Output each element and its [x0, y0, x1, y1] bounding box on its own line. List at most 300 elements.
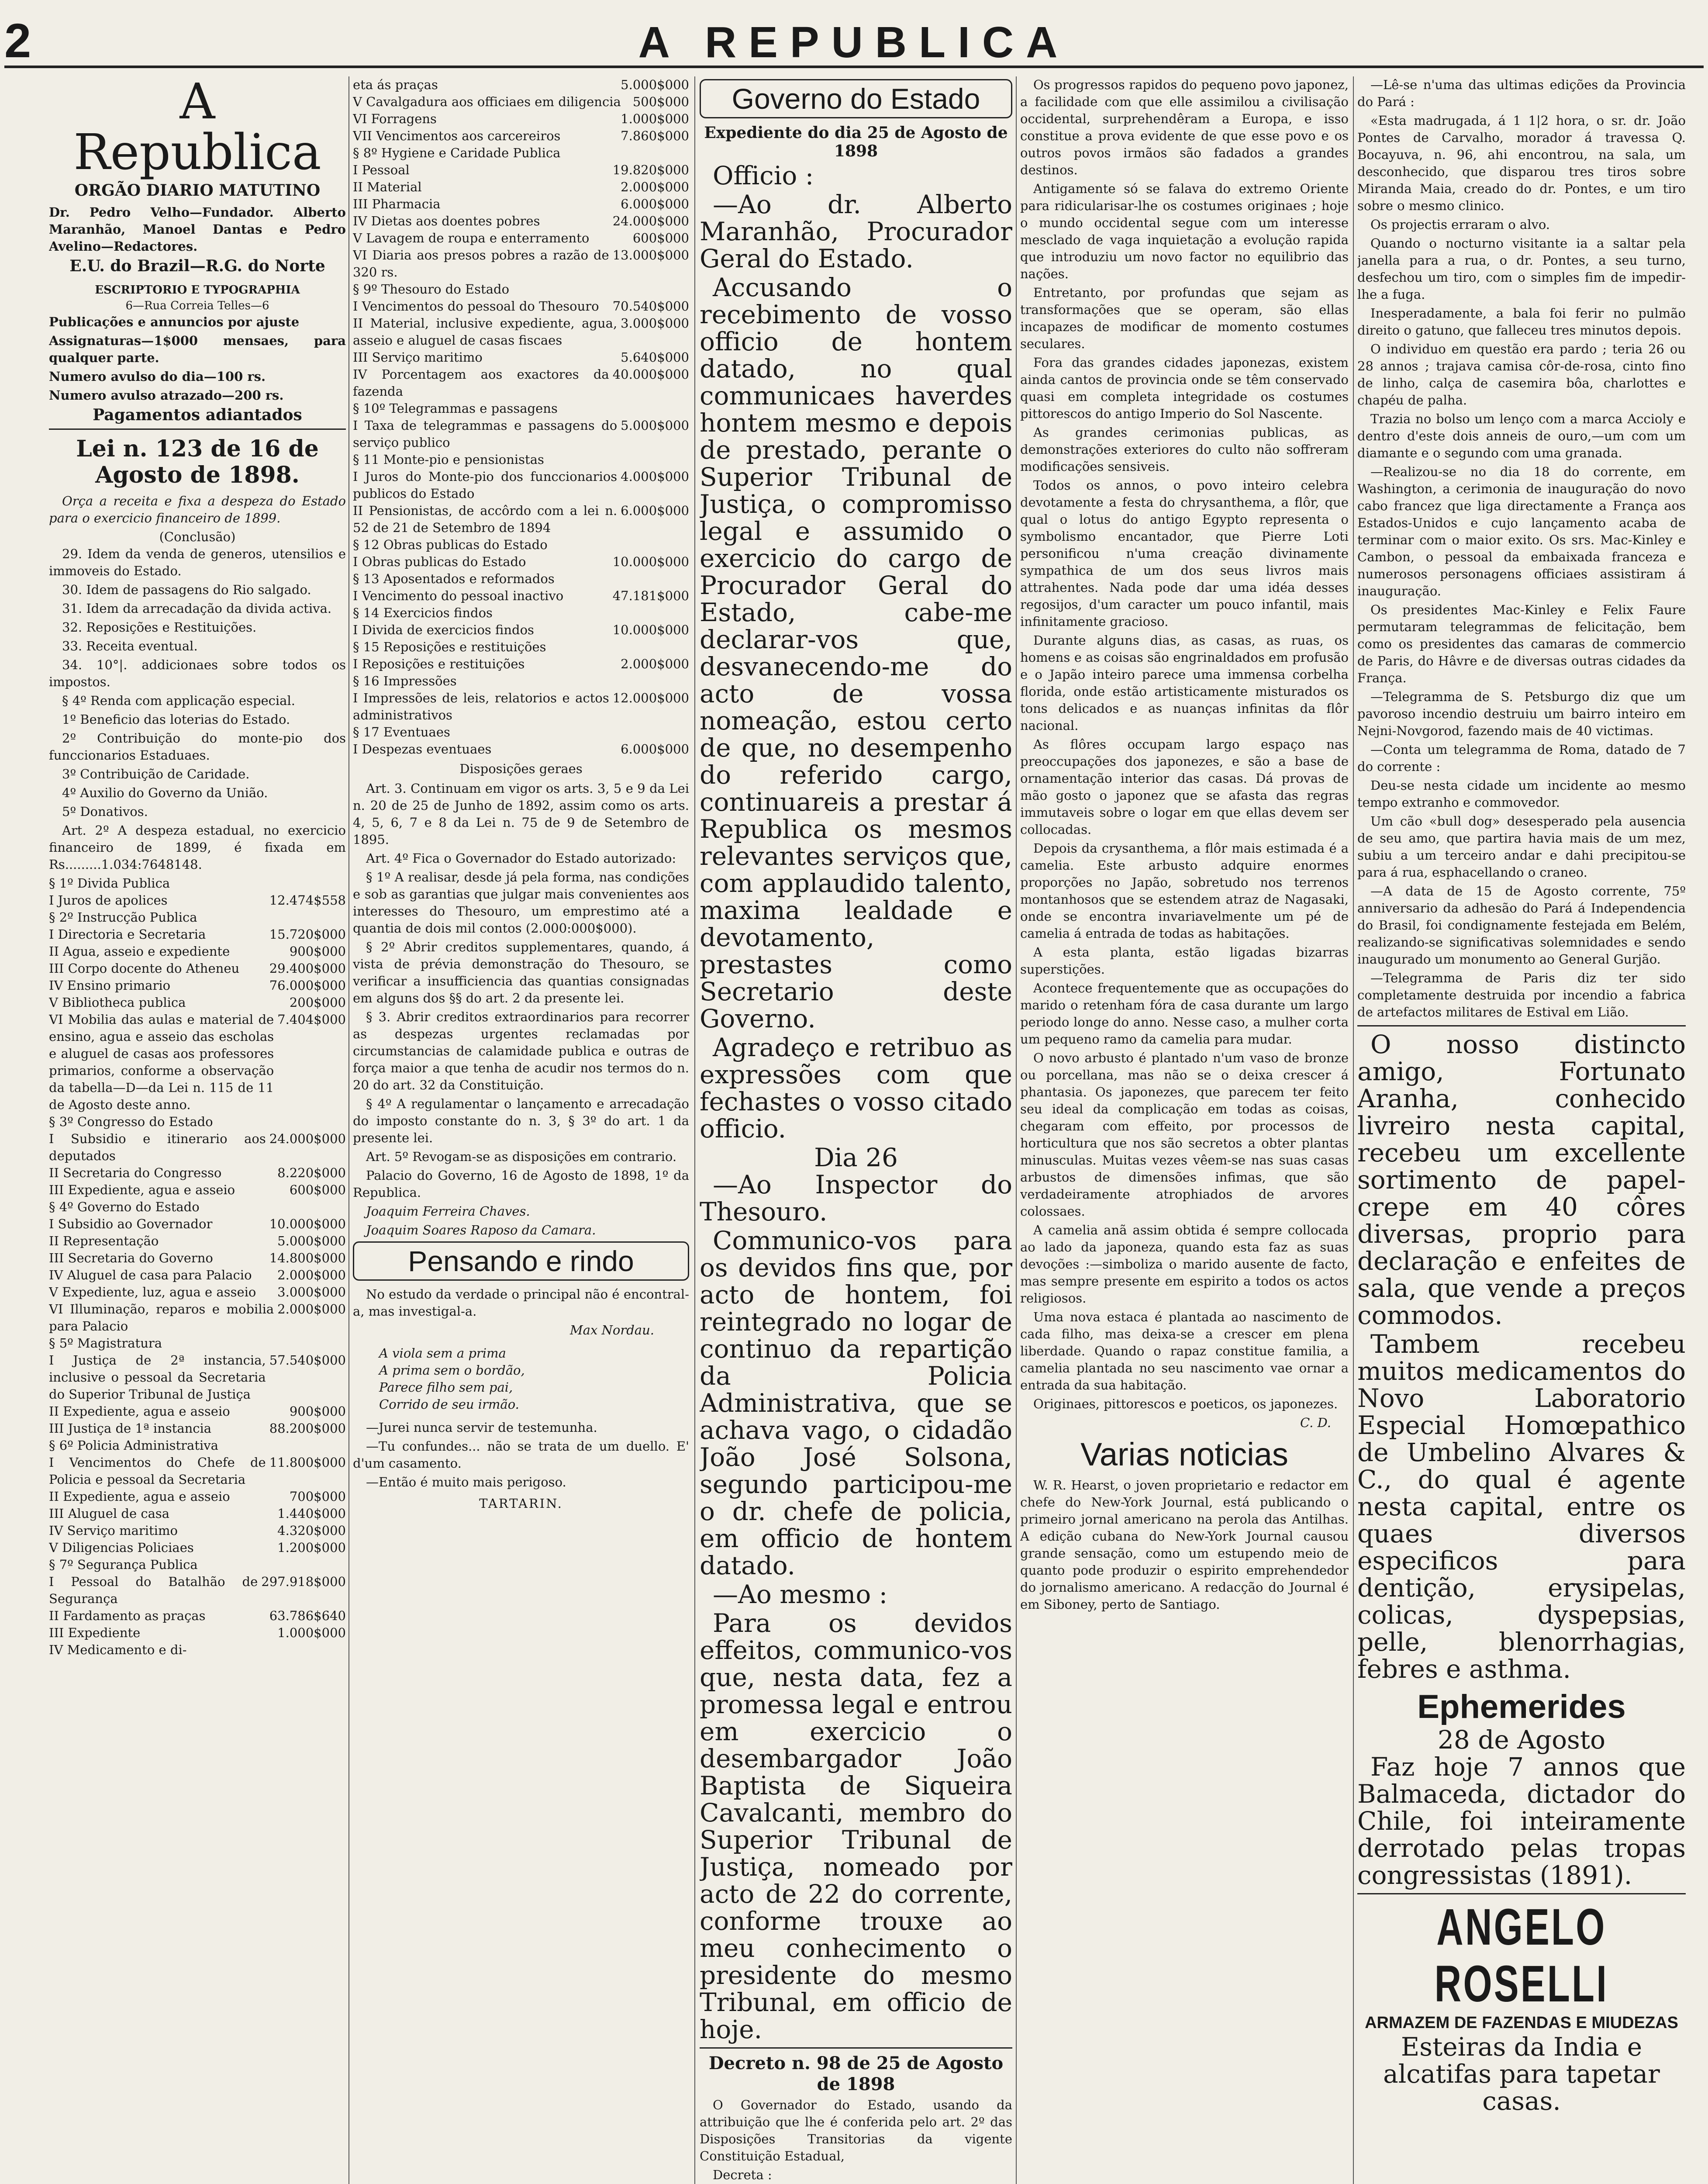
officio-text — [700, 191, 1012, 1142]
budget-row — [353, 468, 689, 502]
signature-place: Palacio do Governo, 16 de Agosto de 1898, 1º da Republica. — [353, 1168, 689, 1200]
paragraph: § 4º Renda com applicação especial. — [62, 693, 295, 708]
budget-label: III Secretaria do Governo — [49, 1251, 213, 1265]
budget-label: I Subsidio ao Governador — [49, 1216, 213, 1231]
budget-value: 297.918$000 — [261, 1574, 346, 1589]
joke — [353, 1419, 689, 1491]
budget-row — [353, 196, 689, 213]
paragraph: Os projectis erraram o alvo. — [1370, 217, 1550, 232]
budget-label: II Representação — [49, 1234, 159, 1248]
paragraph: —Telegramma de S. Petsburgo diz que um pavoroso incendio destruiu um bairro inteiro em Nejni-Novgorod, fazendo mais de 40 victimas. — [1357, 689, 1686, 738]
budget-list — [49, 875, 346, 1659]
budget-value: 2.000$000 — [621, 180, 689, 194]
paragraph: Art. 2º A despeza estadual, no exercicio financeiro de 1899, é fixada em Rs.........1.034:7648148. — [49, 823, 346, 872]
budget-row — [49, 1420, 346, 1437]
verse-line: Corrido de seu irmão. — [379, 1397, 519, 1412]
budget-value: 1.000$000 — [277, 1625, 346, 1640]
varias-text — [1020, 1477, 1349, 1613]
budget-row — [49, 1505, 346, 1522]
budget-value: 4.320$000 — [277, 1523, 346, 1538]
budget-label: I Vencimentos do Chefe de Policia e pessoal da Secretaria — [49, 1455, 266, 1487]
budget-row — [353, 417, 689, 451]
budget-row — [49, 1607, 346, 1624]
paragraph: § 3. Abrir creditos extraordinarios para recorrer as despezas urgentes reclamadas por circumstancias de calamidade publica e outras de força maior a que tenha de acudir nos termos do n. 20 do art. 32 da Constituição. — [353, 1009, 689, 1092]
decreto-text — [700, 2097, 1012, 2184]
budget-value: 8.220$000 — [277, 1165, 346, 1180]
pensando-quote: No estudo da verdade o principal não é encontral-a, mas investigal-a. — [353, 1287, 689, 1319]
paragraph: —Jurei nunca servir de testemunha. — [366, 1420, 597, 1435]
verse-line: Parece filho sem pai, — [379, 1380, 513, 1395]
divider — [49, 429, 346, 430]
paragraph: O Governador do Estado, usando da attribuição que lhe é conferida pelo art. 2º das Disposições Transitorias da vigente Constituição Estadual, — [700, 2098, 1012, 2163]
paragraph: 29. Idem da venda de generos, utensilios e immoveis do Estado. — [49, 546, 346, 578]
paragraph: Art. 4º Fica o Governador do Estado autorizado: — [366, 851, 676, 866]
paragraph: W. R. Hearst, o joven proprietario e redactor em chefe do New-York Journal, está publicando o primeiro jornal americano na perola das Antilhas. A edição cubana do New-York Journal causou grande sensação, como um estupendo meio de quanto pode produzir o espirito emprehendedor do jornalismo americano. A redacção do Journal é em Siboney, perto de Santiago. — [1020, 1478, 1349, 1612]
budget-row — [353, 451, 689, 468]
budget-label: § 15 Reposições e restituições — [353, 639, 546, 654]
budget-row — [49, 1233, 346, 1250]
budget-value: 5.000$000 — [621, 77, 689, 92]
budget-row — [353, 213, 689, 230]
budget-value: 1.000$000 — [621, 111, 689, 126]
paragraph: A camelia anã assim obtida é sempre collocada ao lado da japoneza, quando esta faz as suas devoções :—simboliza o marido ausente de facto, mas sempre presente em espirito a todos os actos religiosos. — [1020, 1223, 1349, 1306]
budget-label: IV Porcentagem aos exactores da fazenda — [353, 367, 609, 399]
budget-value: 600$000 — [632, 231, 689, 245]
paragraph: 3º Contribuição de Caridade. — [62, 767, 250, 781]
budget-value: 5.000$000 — [621, 418, 689, 433]
paragraph: Durante alguns dias, as casas, as ruas, os homens e as coisas são engrinaldados em profusão e o Japão inteiro parece uma immensa corbelha florida, onde estão artisticamente misturados os tons delicados e as nuanças infinitas da flôr nacional. — [1020, 633, 1349, 733]
budget-label: § 4º Governo do Estado — [49, 1199, 200, 1214]
budget-row — [49, 1284, 346, 1301]
budget-label: III Serviço maritimo — [353, 350, 483, 365]
officio-text-2 — [700, 1171, 1012, 2043]
budget-row — [353, 162, 689, 179]
budget-value: 2.000$000 — [277, 1302, 346, 1317]
budget-label: § 6º Policia Administrativa — [49, 1438, 218, 1453]
budget-value: 600$000 — [289, 1182, 346, 1197]
budget-row — [49, 875, 346, 892]
paragraph: A esta planta, estão ligadas bizarras superstições. — [1020, 945, 1349, 977]
budget-row — [353, 639, 689, 656]
page-number: 2 — [4, 14, 31, 68]
budget-row — [49, 1522, 346, 1539]
budget-label: eta ás praças — [353, 77, 438, 92]
budget-row — [353, 349, 689, 366]
payments: Pagamentos adiantados — [93, 406, 302, 424]
law-description: Orça a receita e fixa a despeza do Estado para o exercicio financeiro de 1899. — [49, 494, 346, 525]
ad-line-2: Esteiras da India e alcatifas para tapetar casas. — [1383, 2032, 1660, 2116]
budget-value: 29.400$000 — [269, 961, 346, 976]
budget-label: II Fardamento as praças — [49, 1608, 206, 1623]
budget-row — [353, 179, 689, 196]
ephemerides-date: 28 de Agosto — [1437, 1725, 1606, 1755]
budget-label: II Material, inclusive expediente, agua, asseio e aluguel de casas fiscaes — [353, 316, 618, 348]
costumes-continued — [1020, 76, 1349, 1413]
paragraph: —Tu confundes... não se trata de um duello. E' d'um casamento. — [353, 1439, 689, 1471]
column-4 — [1020, 76, 1349, 2184]
budget-value: 3.000$000 — [277, 1285, 346, 1299]
paragraph: Deu-se nesta cidade um incidente ao mesmo tempo extranho e commovedor. — [1357, 778, 1686, 810]
budget-label: III Expediente — [49, 1625, 141, 1640]
budget-value: 200$000 — [289, 995, 346, 1010]
paragraph: Para os devidos effeitos, communico-vos que, nesta data, fez a promessa legal e entrou em exercicio o desembargador João Baptista de Siqueira Cavalcanti, membro do Superior Tribunal de Justiça, nomeado por acto de 22 do corrente, conforme trouxe ao meu conhecimento o presidente do mesmo Tribunal, em officio de hoje. — [700, 1608, 1012, 2044]
budget-label: II Expediente, agua e asseio — [49, 1404, 230, 1419]
country: E.U. do Brazil—R.G. do Norte — [69, 257, 325, 275]
paragraph: 31. Idem da arrecadação da divida activa. — [62, 601, 332, 616]
avulso-late: Numero avulso atrazado—200 rs. — [49, 388, 284, 403]
budget-row — [49, 960, 346, 977]
budget-row — [49, 1403, 346, 1420]
paragraph: 33. Receita eventual. — [62, 639, 198, 653]
office-title: ESCRIPTORIO E TYPOGRAPHIA — [95, 283, 300, 297]
budget-row — [353, 298, 689, 315]
budget-label: VI Illuminação, reparos e mobilia para Palacio — [49, 1302, 274, 1334]
budget-row — [49, 1556, 346, 1573]
budget-row — [353, 656, 689, 673]
paragraph: Art. 5º Revogam-se as disposições em contrario. — [366, 1149, 677, 1164]
divider — [1357, 1025, 1686, 1026]
budget-label: II Agua, asseio e expediente — [49, 944, 230, 959]
budget-label: III Pharmacia — [353, 197, 441, 211]
budget-value: 6.000$000 — [621, 197, 689, 211]
column-2 — [353, 76, 689, 2184]
budget-value: 6.000$000 — [621, 742, 689, 757]
budget-label: III Corpo docente do Atheneu — [49, 961, 240, 976]
paragraph: —Lê-se n'uma das ultimas edições da Provincia do Pará : — [1357, 77, 1686, 109]
article-signature: C. D. — [1300, 1415, 1331, 1430]
budget-value: 900$000 — [289, 1404, 346, 1419]
budget-value: 57.540$000 — [269, 1353, 346, 1368]
budget-label: I Despezas eventuaes — [353, 742, 492, 757]
budget-value: 6.000$000 — [621, 503, 689, 518]
law-title: Lei n. 123 de 16 de Agosto de 1898. — [76, 435, 319, 488]
paragraph: «Esta madrugada, á 1 1|2 hora, o sr. dr. João Pontes de Carvalho, morador á travessa Q. Bocayuva, n. 96, ahi encontrou, na sala, um desconhecido, que disparou tres tiros sobre Miranda Maia, creado do dr. Pontes, e um tiro sobre o mesmo clinico. — [1357, 113, 1686, 213]
budget-label: II Material — [353, 180, 422, 194]
column-5 — [1357, 76, 1686, 2184]
budget-label: I Juros do Monte-pio dos funccionarios publicos do Estado — [353, 469, 618, 501]
verse-line: A prima sem o bordão, — [379, 1363, 525, 1378]
law-items — [49, 546, 346, 873]
paragraph: Originaes, pittorescos e poeticos, os japonezes. — [1033, 1396, 1338, 1411]
budget-row — [49, 1352, 346, 1403]
budget-label: § 3º Congresso do Estado — [49, 1114, 213, 1129]
paragraph: 2º Contribuição do monte-pio dos funccionarios Estaduaes. — [49, 731, 346, 763]
budget-row — [49, 1335, 346, 1352]
budget-label: § 12 Obras publicas do Estado — [353, 537, 548, 552]
column-divider — [694, 76, 695, 2184]
paragraph: Agradeço e retribuo as expressões com que fechastes o vosso citado officio. — [700, 1033, 1012, 1144]
budget-label: § 16 Impressões — [353, 674, 457, 688]
budget-value: 76.000$000 — [269, 978, 346, 993]
budget-label: I Pessoal — [353, 162, 410, 177]
budget-label: II Secretaria do Congresso — [49, 1165, 222, 1180]
budget-label: I Reposições e restituições — [353, 657, 525, 671]
budget-value: 19.820$000 — [612, 162, 689, 177]
paragraph: Trazia no bolso um lenço com a marca Accioly e dentro d'este dois anneis de ouro,—um com um diamante e o segundo com uma granada. — [1357, 411, 1686, 460]
budget-label: I Taxa de telegrammas e passagens do serviço publico — [353, 418, 618, 450]
budget-value: 10.000$000 — [612, 554, 689, 569]
budget-value: 40.000$000 — [612, 367, 689, 382]
budget-row — [353, 93, 689, 111]
divider — [700, 2047, 1012, 2049]
budget-value: 70.540$000 — [612, 299, 689, 314]
pensando-title: Pensando e rindo — [353, 1241, 689, 1281]
ad-line-1: ARMAZEM DE FAZENDAS E MIUDEZAS — [1365, 2014, 1678, 2032]
paragraph: Entretanto, por profundas que sejam as transformações que se operam, são ellas incapazes de modificar de momento costumes seculares. — [1020, 285, 1349, 351]
budget-row — [353, 502, 689, 536]
budget-row — [353, 145, 689, 162]
budget-row — [353, 366, 689, 400]
publications: Publicações e annuncios por ajuste — [49, 314, 300, 329]
budget-row — [49, 926, 346, 943]
notice-bookseller: O nosso distincto amigo, Fortunato Aranha, conhecido livreiro nesta capital, recebeu um excellente sortimento de papel-crepe em 40 côres diversas, proprio para declaração e enfeites de sala, que vende a preços commodos. — [1357, 1030, 1686, 1330]
paragraph: Communico-vos para os devidos fins que, por acto de hontem, foi reintegrado no logar de continuo da repartição da Policia Administrativa, que se achava vago, o cidadão João José Solsona, segundo participou-me o dr. chefe de policia, em officio de hontem datado. — [700, 1226, 1012, 1580]
paragraph: Os progressos rapidos do pequeno povo japonez, a facilidade com que elle assimilou a civilisação occidental, surprehendêram a Europa, e isso constitue a prova evidente de que esse povo e os outros povos irmãos são fadados a grandes destinos. — [1020, 77, 1349, 177]
budget-label: III Expediente, agua e asseio — [49, 1182, 235, 1197]
paragraph: 32. Reposições e Restituições. — [62, 620, 257, 635]
budget-label: II Expediente, agua e asseio — [49, 1489, 230, 1504]
budget-label: § 7º Segurança Publica — [49, 1557, 198, 1572]
paragraph: 1º Beneficio das loterias do Estado. — [62, 712, 290, 727]
budget-label: § 8º Hygiene e Caridade Publica — [353, 145, 561, 160]
budget-label: I Vencimento do pessoal inactivo — [353, 588, 564, 603]
budget-label: V Bibliotheca publica — [49, 995, 186, 1010]
budget-row — [49, 1011, 346, 1113]
budget-value: 2.000$000 — [621, 657, 689, 671]
budget-value: 24.000$000 — [269, 1131, 346, 1146]
budget-label: V Lavagem de roupa e enterramento — [353, 231, 590, 245]
budget-value: 11.800$000 — [269, 1455, 346, 1470]
budget-value: 3.000$000 — [621, 316, 689, 331]
paragraph: Fora das grandes cidades japonezas, existem ainda cantos de provincia onde se têm conservado quasi em completa integridade os costumes pittorescos do antigo Imperio do Sol Nascente. — [1020, 355, 1349, 421]
paragraph: 5º Donativos. — [62, 804, 148, 819]
budget-value: 2.000$000 — [277, 1268, 346, 1282]
budget-row — [353, 690, 689, 724]
budget-label: VI Mobilia das aulas e material de ensino, agua e asseio das escholas e aluguel de casas aos professores primarios, conforme a observação da tabella—D—da Lei n. 115 de 11 de Agosto deste anno. — [49, 1012, 274, 1112]
budget-label: IV Ensino primario — [49, 978, 171, 993]
budget-row — [353, 622, 689, 639]
budget-row — [353, 128, 689, 145]
budget-label: § 5º Magistratura — [49, 1336, 162, 1351]
budget-row — [353, 247, 689, 281]
budget-row — [353, 724, 689, 741]
ephemerides-text: Faz hoje 7 annos que Balmaceda, dictador do Chile, foi inteiramente derrotado pelas tropas congressistas (1891). — [1357, 1752, 1686, 1890]
budget-label: I Subsidio e itinerario aos deputados — [49, 1131, 266, 1163]
budget-label: II Pensionistas, de accôrdo com a lei n. 52 de 21 de Setembro de 1894 — [353, 503, 618, 535]
pensando-author: Max Nordau. — [569, 1323, 654, 1337]
budget-value: 500$000 — [632, 94, 689, 109]
paragraph: —Ao mesmo : — [713, 1579, 888, 1609]
budget-value: 7.860$000 — [621, 128, 689, 143]
budget-row — [49, 1437, 346, 1454]
law-conclusion: (Conclusão) — [159, 529, 236, 544]
budget-label: § 13 Aposentados e reformados — [353, 571, 555, 586]
paragraph: Antigamente só se falava do extremo Oriente para ridicularisar-lhe os costumes originaes ; hoje o mundo occidental segue com um interesse mesclado de vaga inquietação a evolução rapida que introduziu um novo factor no equilibrio das nações. — [1020, 181, 1349, 281]
budget-label: I Impressões de leis, relatorios e actos administrativos — [353, 691, 609, 722]
paragraph: Inesperadamente, a bala foi ferir no pulmão direito o gatuno, que falleceu tres minutos depois. — [1357, 306, 1686, 338]
paragraph: § 2º Abrir creditos supplementares, quando, á vista de prévia demonstração do Thesouro, se verificar a insufficiencia das quantias consignadas em alguns dos §§ do art. 2 da presente lei. — [353, 940, 689, 1006]
budget-value: 24.000$000 — [612, 214, 689, 228]
paragraph: Depois da crysanthema, a flôr mais estimada é a camelia. Este arbusto adquire enormes proporções no Japão, sobretudo nos terrenos montanhosos que se estendem atraz de Nagasaki, onde se encontra invariavelmente um pé de camelia á entrada de todas as habitações. — [1020, 841, 1349, 941]
subscriptions: Assignaturas—1$000 mensaes, para qualquer parte. — [49, 333, 346, 365]
disposicoes-title: Disposições geraes — [459, 761, 583, 776]
budget-row — [49, 1130, 346, 1165]
paragraph: 4º Auxilio do Governo da União. — [62, 785, 268, 800]
paragraph: —Ao Inspector do Thesouro. — [700, 1170, 1012, 1227]
budget-row — [353, 741, 689, 758]
varias-title: Varias noticias — [1080, 1436, 1288, 1472]
paragraph: § 1º A realisar, desde já pela forma, nas condições e sob as garantias que julgar mais convenientes aos interesses do Thesouro, um emprestimo até a quantia de dois mil contos (2.000:000$000). — [353, 870, 689, 936]
budget-label: § 14 Exercicios findos — [353, 605, 493, 620]
budget-label: § 10º Telegrammas e passagens — [353, 401, 558, 416]
masthead-rule — [4, 66, 1704, 68]
paragraph: § 4º A regulamentar o lançamento e arrecadação do imposto constante do n. 3, § 3º do art. 1 da presente lei. — [353, 1096, 689, 1145]
paragraph: Quando o nocturno visitante ia a saltar pela janella para a rua, o dr. Pontes, a seu turno, desfechou um tiro, com o simples fim de impedir-lhe a fuga. — [1357, 236, 1686, 302]
paragraph: 30. Idem de passagens do Rio salgado. — [62, 582, 311, 597]
paper-subtitle: ORGÃO DIARIO MATUTINO — [74, 181, 321, 200]
budget-row — [49, 977, 346, 994]
paper-title: A Republica — [73, 76, 321, 181]
budget-label: § 9º Thesouro do Estado — [353, 282, 510, 297]
ad-name: ANGELO ROSELLI — [1434, 1898, 1609, 2013]
budget-label: § 2º Instrucção Publica — [49, 910, 197, 925]
budget-row — [353, 400, 689, 417]
officio-label: Officio : — [713, 161, 814, 190]
budget-value: 900$000 — [289, 944, 346, 959]
budget-row — [49, 1165, 346, 1182]
budget-label: § 17 Eventuaes — [353, 725, 450, 740]
budget-label: III Aluguel de casa — [49, 1506, 170, 1521]
budget-label: IV Serviço maritimo — [49, 1523, 178, 1538]
section-title: Governo do Estado — [700, 79, 1012, 118]
signature-1: Joaquim Ferreira Chaves. — [366, 1204, 530, 1219]
column-1 — [49, 76, 346, 2184]
budget-row — [353, 536, 689, 553]
budget-row — [49, 1113, 346, 1130]
paragraph: —Realizou-se no dia 18 do corrente, em Washington, a cerimonia de inauguração do novo cabo francez que liga directamente a França aos Estados-Unidos e cujo lançamento acaba de terminar com o maior exito. Os srs. Mac-Kinley e Cambon, o pessoal da embaixada franceza e numerosos personagens officiaes assistiram á inauguração. — [1357, 464, 1686, 598]
budget-row — [49, 1199, 346, 1216]
budget-row — [353, 315, 689, 349]
budget-value: 4.000$000 — [621, 469, 689, 484]
paragraph: —A data de 15 de Agosto corrente, 75º anniversario da adhesão do Pará á Independencia do Brasil, foi condignamente festejada em Belém, realizando-se significativas solemnidades e sendo inaugurado um monumento ao General Gurjão. — [1357, 884, 1686, 967]
office-address: 6—Rua Correia Telles—6 — [125, 299, 269, 312]
decreto-title: Decreto n. 98 de 25 de Agosto de 1898 — [708, 2053, 1004, 2094]
column-3 — [700, 76, 1012, 2184]
budget-label: VI Diaria aos presos pobres a razão de 320 rs. — [353, 248, 609, 280]
budget-row — [49, 1182, 346, 1199]
budget-row — [353, 587, 689, 605]
budget-label: § 11 Monte-pio e pensionistas — [353, 452, 544, 467]
budget-row — [353, 76, 689, 93]
founders: Dr. Pedro Velho—Fundador. Alberto Maranhão, Manoel Dantas e Pedro Avelino—Redactores. — [49, 205, 346, 254]
budget-row — [49, 1267, 346, 1284]
budget-value: 5.000$000 — [277, 1234, 346, 1248]
budget-label: I Obras publicas do Estado — [353, 554, 526, 569]
budget-row — [49, 1454, 346, 1488]
joke-author: TARTARIN. — [479, 1496, 563, 1511]
budget-label: I Divida de exercicios findos — [353, 622, 534, 637]
budget-label: I Vencimentos do pessoal do Thesouro — [353, 299, 599, 314]
expediente-title: Expediente do dia 25 de Agosto de 1898 — [704, 124, 1008, 160]
paragraph: Accusando o recebimento de vosso officio de hontem datado, no qual communicaes haverdes hontem mesmo e depois de prestado, perante o Superior Tribunal de Justiça, o compromisso legal e assumido o exercicio do cargo de Procurador Geral do Estado, cabe-me declarar-vos que, desvanecendo-me do acto de vossa nomeação, estou certo de que, no desempenho do referido cargo, continuareis a prestar á Republica os mesmos relevantes serviços que, com applaudido talento, maxima lealdade e devotamento, prestastes como Secretario deste Governo. — [700, 273, 1012, 1033]
budget-row — [49, 1250, 346, 1267]
budget-value: 10.000$000 — [612, 622, 689, 637]
budget-value: 12.000$000 — [612, 691, 689, 705]
budget-label: I Pessoal do Batalhão de Segurança — [49, 1574, 258, 1606]
law-articles — [353, 780, 689, 1165]
budget-label: VI Forragens — [353, 111, 437, 126]
signature-2: Joaquim Soares Raposo da Camara. — [366, 1223, 596, 1237]
budget-row — [49, 909, 346, 926]
paragraph: Todos os annos, o povo inteiro celebra devotamente a festa do chrysanthema, a flôr, que qual o lotus do antigo Egypto representa o symbolismo encantador, que Pierre Loti personificou n'uma creação divinamente sympathica de um dos seus livros mais attrahentes. Nada pode dar uma idéa desses regosijos, d'um caracter um pouco infantil, mais infinitamente gracioso. — [1020, 478, 1349, 629]
budget-label: I Juros de apolices — [49, 893, 168, 908]
budget-value: 1.200$000 — [277, 1540, 346, 1555]
budget-row — [353, 281, 689, 298]
column-divider — [1353, 76, 1354, 2184]
paragraph: Decreta : — [713, 2167, 772, 2182]
budget-row — [49, 943, 346, 960]
budget-row — [353, 605, 689, 622]
budget-label: IV Medicamento e di- — [49, 1642, 187, 1657]
budget-list — [353, 76, 689, 758]
ephemerides-title: Ephemerides — [1417, 1688, 1626, 1725]
column-divider — [1016, 76, 1017, 2184]
budget-row — [353, 673, 689, 690]
budget-value: 10.000$000 — [269, 1216, 346, 1231]
poem — [353, 1345, 689, 1413]
budget-label: VII Vencimentos aos carcereiros — [353, 128, 561, 143]
budget-value: 7.404$000 — [277, 1012, 346, 1027]
budget-label: III Justiça de 1ª instancia — [49, 1421, 212, 1436]
news-items — [1357, 76, 1686, 1021]
budget-value: 14.800$000 — [269, 1251, 346, 1265]
budget-value: 5.640$000 — [621, 350, 689, 365]
budget-label: § 1º Divida Publica — [49, 876, 170, 891]
paragraph: Acontece frequentemente que as occupações do marido o retenham fóra de casa durante um largo periodo longe do anno. Nesse caso, a mulher corta um pequeno ramo da camelia para mudar. — [1020, 981, 1349, 1047]
paragraph: 34. 10°|. addicionaes sobre todos os impostos. — [49, 657, 346, 689]
paragraph: O novo arbusto é plantado n'um vaso de bronze ou porcellana, mas não se o deixa crescer á phantasia. Os japonezes, que parecem ter feito seu ideal da complicação em todas as coisas, chegaram com effeito, por processos de horticultura que nos são secretos a obter plantas minusculas. Muitas vezes vêem-se nas suas casas arbustos de dimensões infimas, que são verdadeiramente atrophiados de arvores colossaes. — [1020, 1051, 1349, 1219]
masthead — [0, 0, 1708, 70]
day-label: Dia 26 — [814, 1143, 898, 1172]
avulso-day: Numero avulso do dia—100 rs. — [49, 369, 266, 384]
paragraph: As grandes cerimonias publicas, as demonstrações exteriores do culto não soffreram modificações sensiveis. — [1020, 425, 1349, 474]
verse-line: A viola sem a prima — [379, 1346, 506, 1361]
budget-label: IV Dietas aos doentes pobres — [353, 214, 540, 228]
budget-value: 13.000$000 — [612, 248, 689, 263]
budget-row — [49, 1216, 346, 1233]
budget-row — [49, 1573, 346, 1607]
budget-value: 47.181$000 — [612, 588, 689, 603]
budget-row — [49, 892, 346, 909]
budget-value: 63.786$640 — [269, 1608, 346, 1623]
notice-medicines: Tambem recebeu muitos medicamentos do Novo Laboratorio Especial Homœpathico de Umbelino Alvares & C., do qual é agente nesta capital, entre os quaes diversos especificos para dentição, erysipelas, colicas, dyspepsias, pelle, blenorrhagias, febres e asthma. — [1357, 1329, 1686, 1684]
budget-row — [49, 1488, 346, 1505]
budget-value: 1.440$000 — [277, 1506, 346, 1521]
paragraph: —Ao dr. Alberto Maranhão, Procurador Geral do Estado. — [700, 190, 1012, 273]
budget-label: V Diligencias Policiaes — [49, 1540, 194, 1555]
budget-row — [353, 111, 689, 128]
budget-row — [49, 1624, 346, 1641]
budget-row — [49, 1539, 346, 1556]
paragraph: Um cão «bull dog» desesperado pela ausencia de seu amo, que partira havia mais de um mez, subiu a um terceiro andar e dahi precipitou-se para á rua, esphacellando o craneo. — [1357, 814, 1686, 880]
paragraph: —Conta um telegramma de Roma, datado de 7 do corrente : — [1357, 742, 1686, 774]
budget-label: I Directoria e Secretaria — [49, 927, 206, 942]
budget-value: 700$000 — [289, 1489, 346, 1504]
budget-label: IV Aluguel de casa para Palacio — [49, 1268, 252, 1282]
budget-row — [49, 1301, 346, 1335]
budget-row — [49, 994, 346, 1011]
budget-label: V Cavalgadura aos officiaes em diligencia — [353, 94, 621, 109]
